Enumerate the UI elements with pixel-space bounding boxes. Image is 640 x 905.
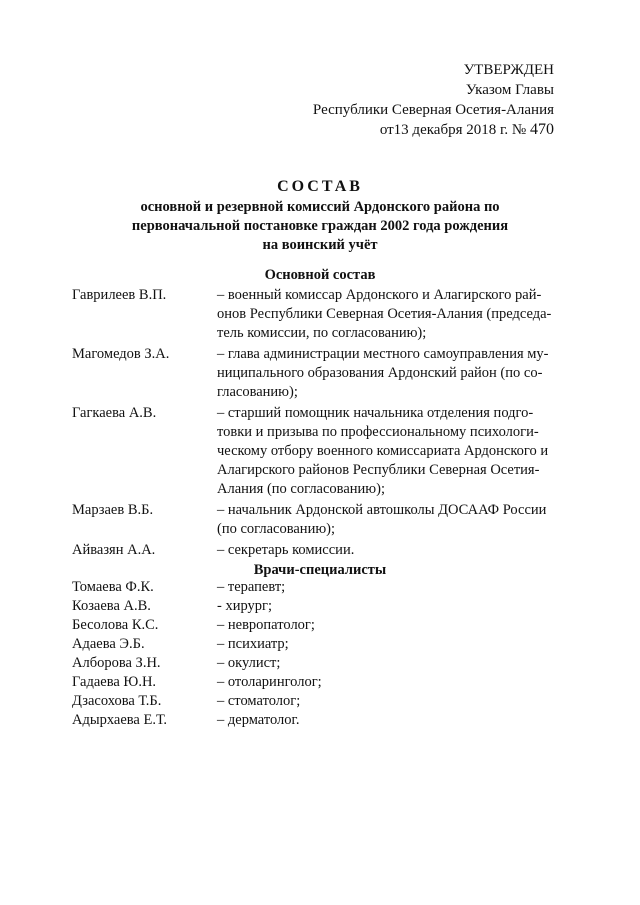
doctor-specialty: – стоматолог;: [217, 693, 301, 709]
doctor-row: [72, 578, 572, 597]
doctor-name: Томаева Ф.К.: [72, 579, 154, 595]
doctor-name: Козаева А.В.: [72, 598, 151, 614]
approval-stamp: [313, 60, 554, 140]
doctor-specialty: – отоларинголог;: [217, 674, 322, 690]
member-row: [72, 286, 572, 343]
doctor-row: [72, 654, 572, 673]
member-name: Гаврилеев В.П.: [72, 287, 167, 303]
doctor-row: [72, 635, 572, 654]
approval-status: УТВЕРЖДЕН: [463, 62, 554, 78]
title-line: основной и резервной комиссий Ардонского района по: [140, 199, 500, 215]
member-role: – начальник Ардонской автошколы ДОСААФ России (по согласованию);: [217, 502, 547, 537]
doctors-list: [72, 578, 572, 730]
doctor-specialty: – невропатолог;: [217, 617, 315, 633]
member-row: [72, 404, 572, 499]
doctor-name: Адырхаева Е.Т.: [72, 712, 168, 728]
doctor-name: Бесолова К.С.: [72, 617, 159, 633]
member-name: Гагкаева А.В.: [72, 405, 157, 421]
member-row: [72, 501, 572, 539]
approval-republic: Республики Северная Осетия-Алания: [312, 102, 554, 118]
approval-number: 470: [530, 121, 554, 138]
main-members-list: [72, 286, 572, 560]
doctors-section-heading: Врачи-специалисты: [253, 562, 387, 578]
doctor-row: [72, 616, 572, 635]
doctor-row: [72, 711, 572, 730]
document-title: [0, 176, 640, 255]
member-row: [72, 345, 572, 402]
doctor-row: [72, 692, 572, 711]
member-role: – секретарь комиссии.: [217, 542, 355, 558]
member-role: – старший помощник начальника отделения подго- товки и призыва по профессиональному психологи- ческому отбору военного комиссариата Ардонского и Алагирского районов Республики Северная Осетия- Алания (по согласованию);: [217, 405, 549, 497]
member-role: – военный комиссар Ардонского и Алагирского рай- онов Республики Северная Осетия-Алания (председа- тель комиссии, по согласованию);: [217, 287, 552, 341]
doctor-row: [72, 597, 572, 616]
member-name: Марзаев В.Б.: [72, 502, 154, 518]
doctor-name: Гадаева Ю.Н.: [72, 674, 157, 690]
title-line: первоначальной постановке граждан 2002 года рождения: [131, 218, 509, 234]
doctor-specialty: – окулист;: [217, 655, 281, 671]
doctor-specialty: – психиатр;: [217, 636, 289, 652]
member-name: Магомедов З.А.: [72, 346, 170, 362]
doctor-specialty: – дерматолог.: [217, 712, 300, 728]
doctor-name: Адаева Э.Б.: [72, 636, 145, 652]
approval-authority: Указом Главы: [465, 82, 554, 98]
title-heading: СОСТАВ: [277, 178, 363, 195]
doctor-specialty: – терапевт;: [217, 579, 286, 595]
title-line: на воинский учёт: [262, 237, 378, 253]
doctor-specialty: - хирург;: [217, 598, 272, 614]
doctor-name: Дзасохова Т.Б.: [72, 693, 162, 709]
member-role: – глава администрации местного самоуправления му- ниципального образования Ардонский район (по со- гласованию);: [217, 346, 549, 400]
doctor-row: [72, 673, 572, 692]
approval-date: от13 декабря 2018 г. №: [379, 122, 527, 138]
member-row: [72, 541, 572, 560]
doctor-name: Алборова З.Н.: [72, 655, 161, 671]
member-name: Айвазян А.А.: [72, 542, 156, 558]
main-section-heading: Основной состав: [264, 267, 376, 283]
approval-date-line: [313, 120, 554, 140]
